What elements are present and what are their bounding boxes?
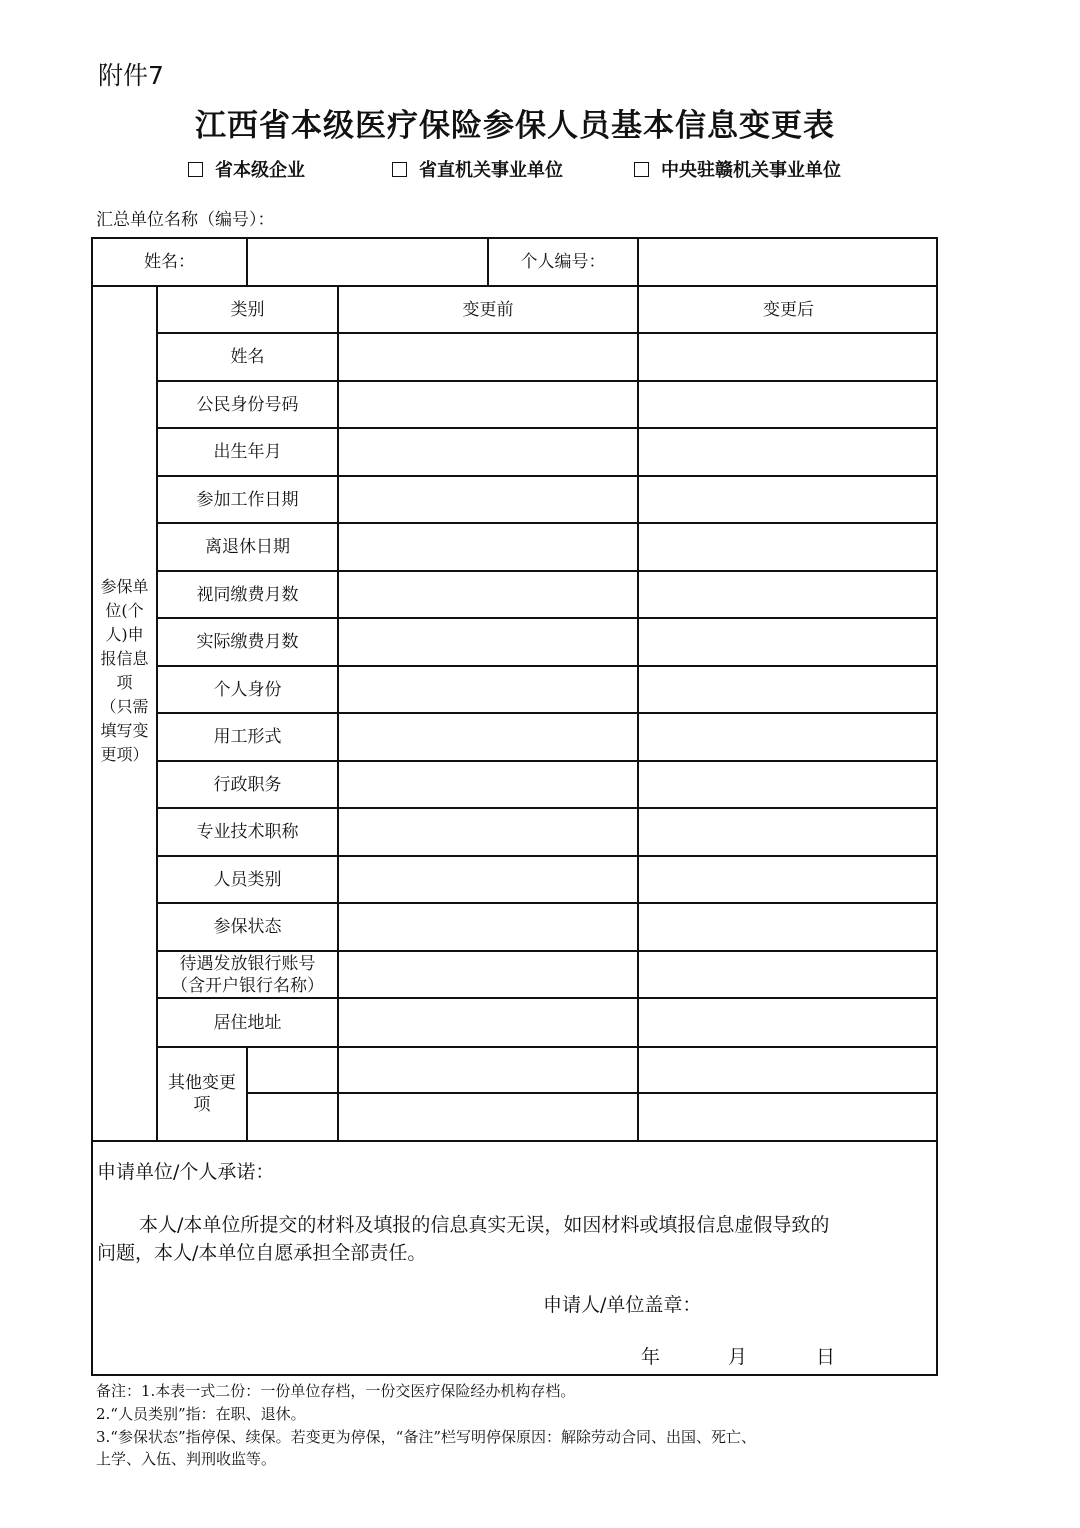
personal-id-input[interactable]: [639, 239, 938, 285]
row-label: 实际缴费月数: [196, 632, 299, 652]
checkbox-icon[interactable]: [392, 162, 407, 177]
summary-unit-label: 汇总单位名称（编号）：: [96, 210, 275, 230]
checkbox-icon[interactable]: [634, 162, 649, 177]
note-line: 2.“人员类别”指：在职、退休。: [96, 1405, 306, 1423]
signature-label: 申请人/单位盖章：: [543, 1294, 702, 1316]
row-label: 视同缴费月数: [196, 584, 299, 605]
checkbox-icon[interactable]: [188, 162, 203, 177]
commitment-text-line1: 本人/本单位所提交的材料及填报的信息真实无误，如因材料或填报信息虚假导致的: [139, 1214, 830, 1236]
date-year: 年: [641, 1346, 661, 1368]
row-label: 离退休日期: [205, 537, 290, 557]
row-label: 用工形式: [213, 727, 282, 747]
option-label: 省本级企业: [215, 160, 305, 181]
name-input[interactable]: [248, 239, 487, 285]
row-label: 人员类别: [213, 869, 282, 890]
option-label: 省直机关事业单位: [419, 160, 563, 181]
commitment-heading: 申请单位/个人承诺：: [97, 1161, 275, 1183]
note-line: 3.“参保状态”指停保、续保。若变更为停保，“备注”栏写明停保原因：解除劳动合同、出国、死亡、: [96, 1428, 756, 1446]
side-label: 参保单 位(个 人)申 报信息 项 （只需 填写变 更项）: [100, 577, 149, 764]
date-month: 月: [728, 1346, 748, 1368]
name-label: 姓名：: [144, 252, 195, 272]
option-provincial-enterprise[interactable]: [188, 156, 305, 182]
row-label: 专业技术职称: [196, 822, 299, 842]
column-before: 变更前: [462, 299, 514, 320]
row-label: 姓名: [230, 347, 265, 367]
row-label: 出生年月: [213, 442, 282, 462]
row-label: 参保状态: [213, 917, 282, 937]
page-title: 江西省本级医疗保险参保人员基本信息变更表: [195, 108, 835, 144]
personal-id-label: 个人编号：: [520, 252, 606, 272]
row-label: 公民身份号码: [196, 394, 299, 415]
note-line: 备注：1.本表一式二份：一份单位存档，一份交医疗保险经办机构存档。: [96, 1382, 576, 1400]
row-label: 参加工作日期: [196, 489, 299, 510]
column-category: 类别: [230, 299, 265, 320]
commitment-text-line2: 问题，本人/本单位自愿承担全部责任。: [97, 1242, 427, 1264]
option-label: 中央驻赣机关事业单位: [661, 160, 841, 181]
form-table: [91, 237, 938, 1376]
option-central-institution[interactable]: [634, 156, 841, 182]
row-label-other: 其他变更 项: [168, 1073, 236, 1115]
row-label-bank: 待遇发放银行账号 （含开户银行名称）: [171, 953, 324, 996]
row-label: 个人身份: [213, 679, 282, 700]
column-after: 变更后: [763, 299, 814, 320]
date-day: 日: [816, 1346, 836, 1368]
row-label-address: 居住地址: [213, 1012, 282, 1033]
note-line: 上学、入伍、判刑收监等。: [96, 1450, 277, 1468]
row-label: 行政职务: [213, 774, 282, 795]
attachment-label: 附件7: [98, 61, 164, 90]
option-provincial-institution[interactable]: [392, 156, 563, 182]
